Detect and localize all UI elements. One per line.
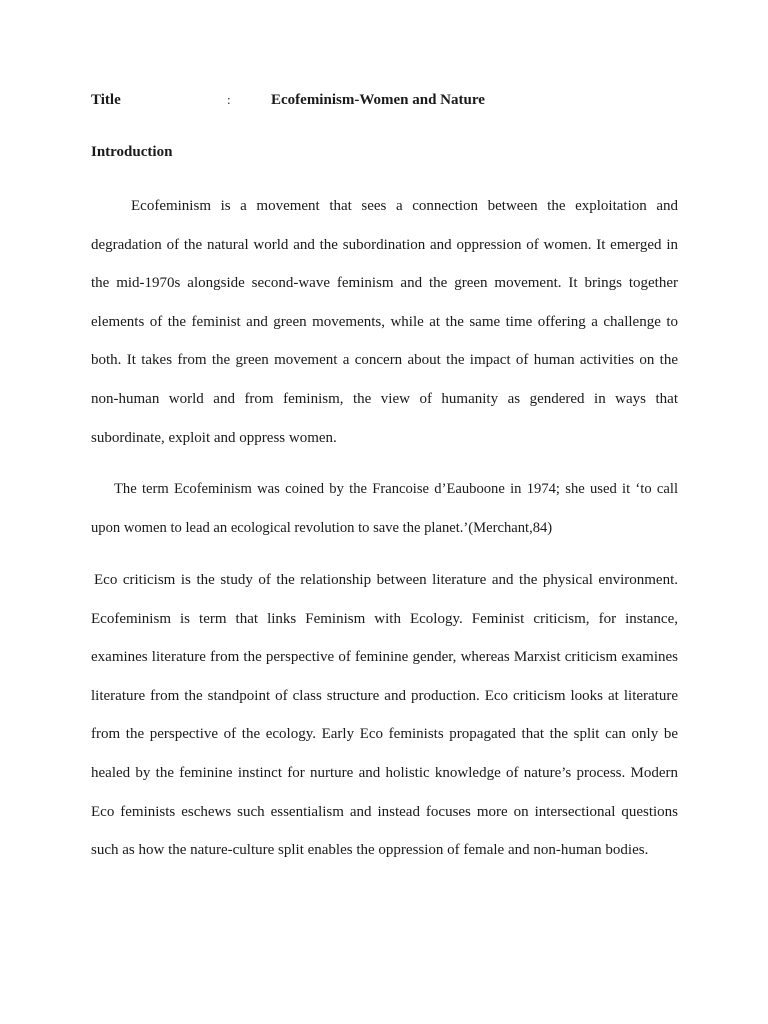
section-heading-introduction: Introduction: [91, 144, 173, 160]
title-separator: :: [227, 92, 231, 107]
paragraph-2: The term Ecofeminism was coined by the Francoise d’Eauboone in 1974; she used it ‘to call upon women to lead an ecological revolution to save the planet.’(Merchant,84): [91, 481, 678, 536]
title-label: Title: [91, 92, 121, 108]
paragraph-3: Eco criticism is the study of the relationship between literature and the physical environment. Ecofeminism is term that links Feminism with Ecology. Feminist criticism, for instance, examines literature from the perspective of feminine gender, whereas Marxist criticism examines literature from the standpoint of class structure and production. Eco criticism looks at literature from the perspective of the ecology. Early Eco feminists propagated that the split can only be healed by the feminine instinct for nurture and holistic knowledge of nature’s process. Modern Eco feminists eschews such essentialism and instead focuses more on intersectional questions such as how the nature-culture split enables the oppression of female and non-human bodies.: [91, 572, 678, 859]
title-row: [91, 92, 691, 112]
paragraph-1: Ecofeminism is a movement that sees a connection between the exploitation and degradation of the natural world and the subordination and oppression of women. It emerged in the mid-1970s alongside second-wave feminism and the green movement. It brings together elements of the feminist and green movements, while at the same time offering a challenge to both. It takes from the green movement a concern about the impact of human activities on the non-human world and from feminism, the view of humanity as gendered in ways that subordinate, exploit and oppress women.: [91, 198, 678, 446]
document-title: Ecofeminism-Women and Nature: [271, 92, 485, 108]
